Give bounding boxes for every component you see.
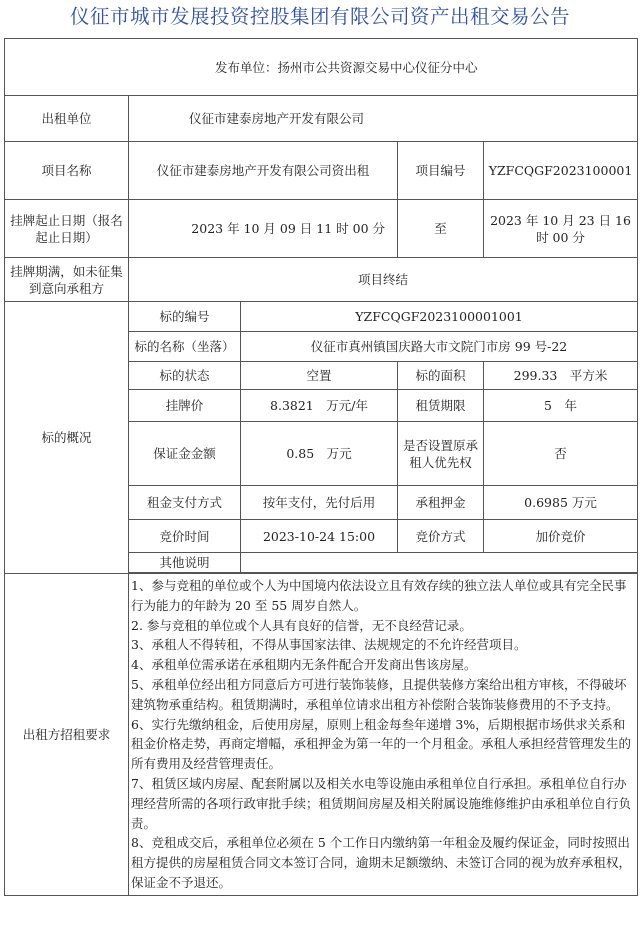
- pledge-value: 0.6985 万元: [484, 486, 638, 520]
- payment-method-label: 租金支付方式: [129, 486, 241, 520]
- requirement-item: 2. 参与竞租的单位或个人具有良好的信誉，无不良经营记录。: [131, 617, 472, 633]
- requirement-item: 6、实行先缴纳租金，后使用房屋，原则上租金每叁年递增 3%，后期根据市场供求关系和租金价格走势，再商定增幅，承租押金为第一年的一个月租金。承租人承担经营管理发生的所有费用及经营管理责任。: [131, 716, 632, 772]
- deposit-value: 0.85 万元: [241, 422, 398, 486]
- payment-method-value: 按年支付，先付后用: [241, 486, 398, 520]
- bid-time-label: 竞价时间: [129, 520, 241, 553]
- announcement-table: [4, 38, 637, 896]
- target-area-value: 299.33 平方米: [484, 362, 638, 390]
- other-notes-label: 其他说明: [129, 553, 241, 573]
- requirements-list: [129, 574, 638, 896]
- requirement-item: 3、承租人不得转租，不得从事国家法律、法规规定的不允许经营项目。: [131, 637, 527, 653]
- target-status-label: 标的状态: [129, 362, 241, 390]
- project-name-label: 项目名称: [5, 142, 129, 200]
- project-code-label: 项目编号: [398, 142, 484, 200]
- project-code-value: YZFCQGF2023100001: [484, 142, 638, 200]
- lease-term-value: 5 年: [484, 390, 638, 422]
- project-name-value: 仪征市建泰房地产开发有限公司资出租: [129, 142, 398, 200]
- target-area-label: 标的面积: [398, 362, 484, 390]
- requirement-item: 5、承租单位经出租方同意后方可进行装饰装修，且提供装修方案给出租方审核，不得破坏建筑物承重结构。租赁期满时，承租单位请求出租方补偿附合装饰装修费用的不予支持。: [131, 676, 627, 712]
- requirement-item: 1、参与竞租的单位或个人为中国境内依法设立且有效存续的独立法人单位或具有完全民事行为能力的年龄为 20 至 55 周岁自然人。: [131, 578, 627, 613]
- expiry-value: 项目终结: [129, 258, 638, 302]
- publisher: 发布单位：扬州市公共资源交易中心仪征分中心: [5, 39, 638, 96]
- listing-start: 2023 年 10 月 09 日 11 时 00 分: [129, 200, 398, 258]
- requirement-item: 4、承租单位需承诺在承租期内无条件配合开发商出售该房屋。: [131, 657, 477, 673]
- bid-time-value: 2023-10-24 15:00: [241, 520, 398, 553]
- listing-to: 至: [398, 200, 484, 258]
- requirements-label: 出租方招租要求: [5, 574, 129, 896]
- target-name-label: 标的名称（坐落）: [129, 332, 241, 362]
- bid-method-value: 加价竞价: [484, 520, 638, 553]
- deposit-label: 保证金金额: [129, 422, 241, 486]
- requirement-item: 8、竞租成交后，承租单位必须在 5 个工作日内缴纳第一年租金及履约保证金，同时按照出租方提供的房屋租赁合同文本签订合同，逾期未足额缴纳、未签订合同的视为放弃承租权，保证金不予退还。: [131, 835, 632, 890]
- expiry-label: 挂牌期满，如未征集到意向承租方: [5, 258, 129, 302]
- lease-term-label: 租赁期限: [398, 390, 484, 422]
- requirement-item: 7、租赁区域内房屋、配套附属以及相关水电等设施由承租单位自行承担。承租单位自行办理经营所需的各项行政审批手续；租赁期间房屋及相关附属设施维修维护由承租单位自行负责。: [131, 775, 632, 831]
- overview-label: 标的概况: [5, 302, 129, 574]
- priority-value: 否: [484, 422, 638, 486]
- listing-price-value: 8.3821 万元/年: [241, 390, 398, 422]
- lessor-label: 出租单位: [5, 96, 129, 142]
- target-code-value: YZFCQGF2023100001001: [241, 302, 638, 332]
- listing-end: 2023 年 10 月 23 日 16 时 00 分: [484, 200, 638, 258]
- lessor-value: 仪征市建泰房地产开发有限公司: [129, 96, 638, 142]
- bid-method-label: 竞价方式: [398, 520, 484, 553]
- listing-period-label: 挂牌起止日期（报名起止日期）: [5, 200, 129, 258]
- priority-label: 是否设置原承租人优先权: [398, 422, 484, 486]
- other-notes-value: [241, 553, 638, 573]
- pledge-label: 承租押金: [398, 486, 484, 520]
- target-status-value: 空置: [241, 362, 398, 390]
- target-code-label: 标的编号: [129, 302, 241, 332]
- listing-price-label: 挂牌价: [129, 390, 241, 422]
- page-title: 仪征市城市发展投资控股集团有限公司资产出租交易公告: [69, 5, 570, 28]
- target-name-value: 仪征市真州镇国庆路大市文院门市房 99 号-22: [241, 332, 638, 362]
